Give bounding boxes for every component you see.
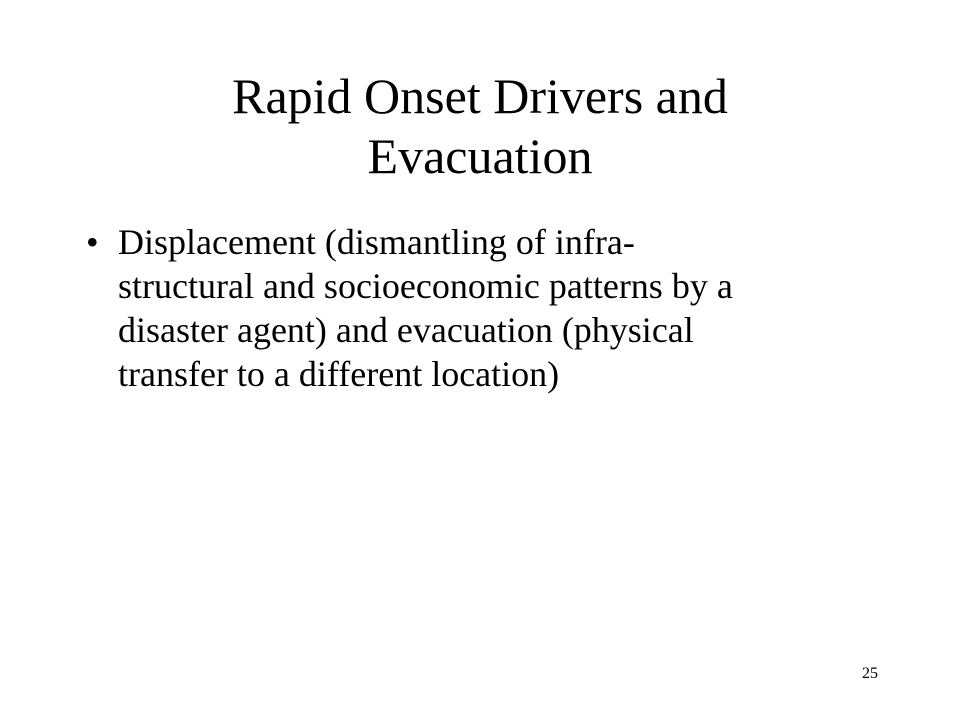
slide-title bbox=[120, 66, 840, 186]
bullet-text-line-2: structural and socioeconomic patterns by a bbox=[118, 266, 733, 306]
bullet-text-line-1: Displacement (dismantling of infra- bbox=[118, 222, 635, 262]
bullet-marker: • bbox=[86, 222, 99, 262]
slide-title-line-2: Evacuation bbox=[367, 128, 593, 184]
page-number: 25 bbox=[862, 665, 878, 682]
bullet-text-line-4: transfer to a different location) bbox=[118, 354, 560, 394]
bullet-list bbox=[86, 220, 856, 396]
slide-title-line-1: Rapid Onset Drivers and bbox=[232, 68, 728, 124]
bullet-text-line-3: disaster agent) and evacuation (physical bbox=[118, 310, 694, 350]
bullet-item bbox=[86, 220, 856, 396]
